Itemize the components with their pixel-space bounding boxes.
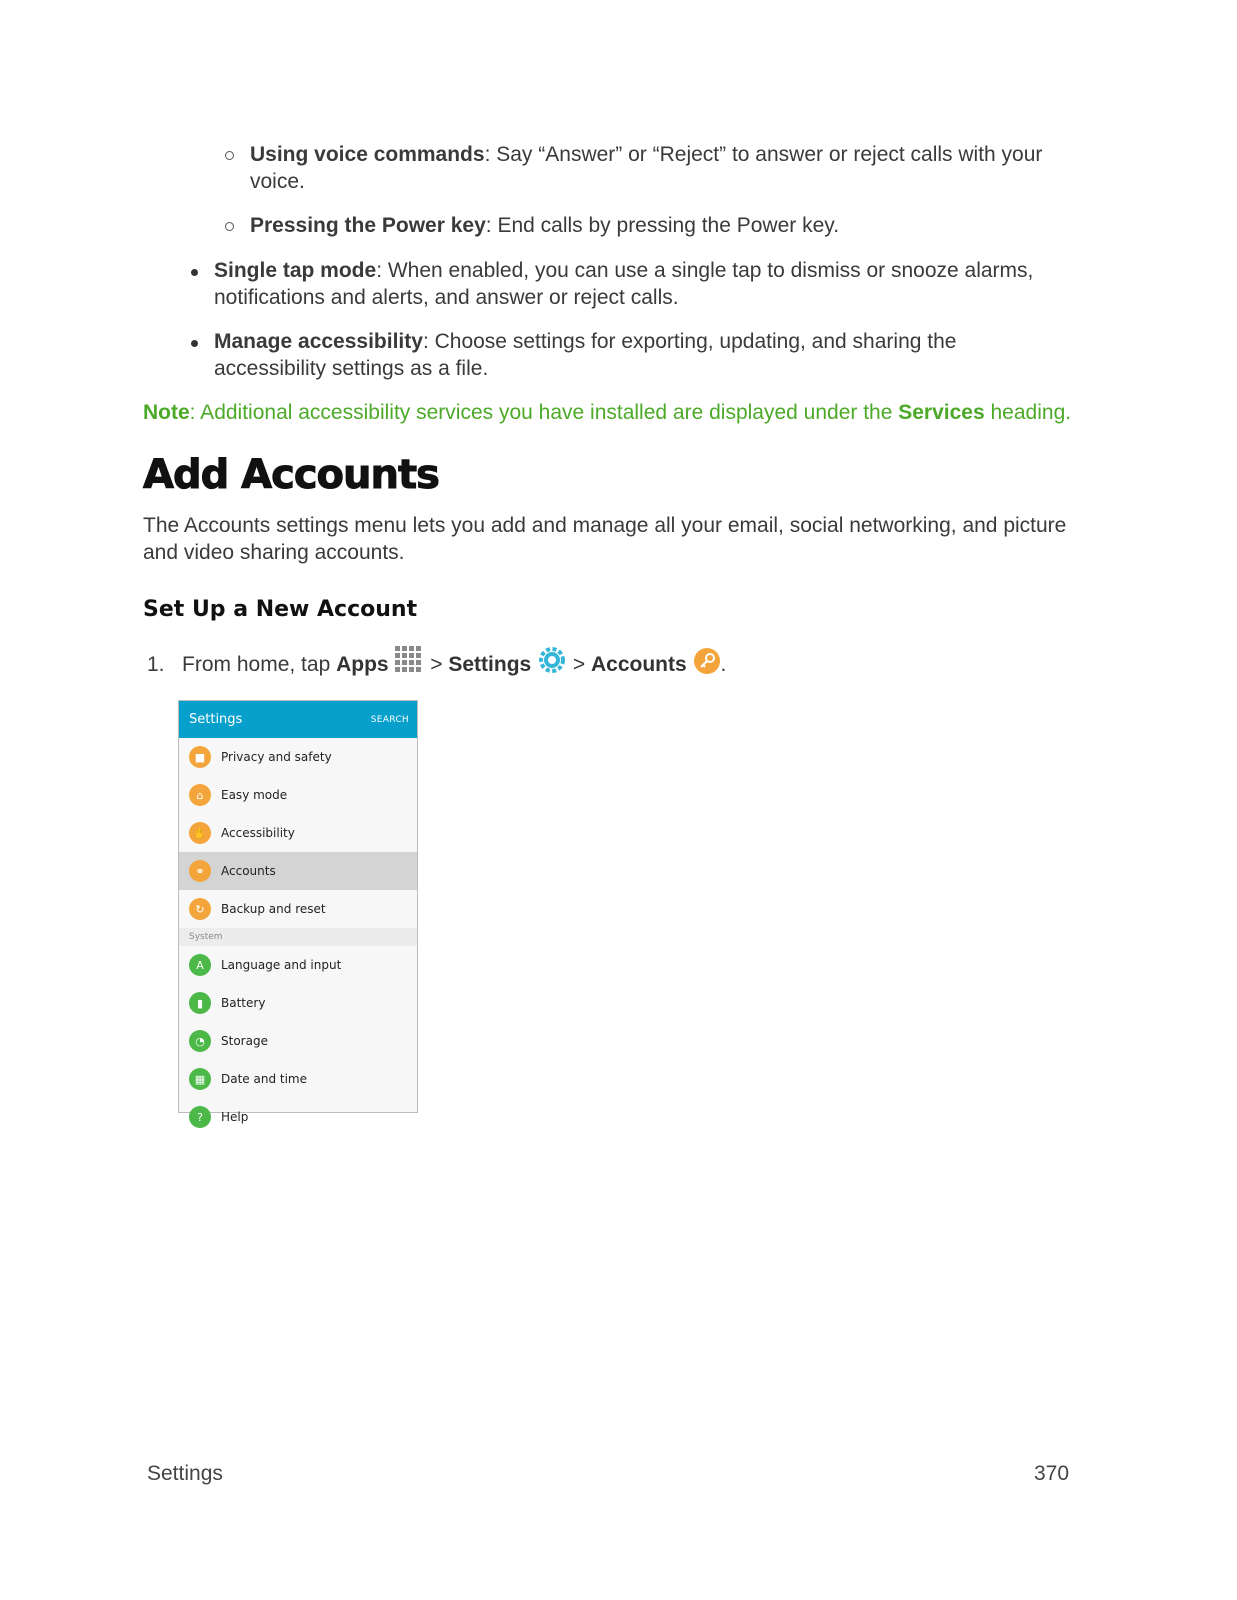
accounts-key-icon bbox=[693, 647, 721, 683]
bullet-term: Using voice commands bbox=[250, 143, 485, 166]
settings-item-label: Date and time bbox=[221, 1072, 307, 1086]
settings-screenshot bbox=[178, 700, 418, 1124]
bullet-manage-accessibility bbox=[214, 328, 1004, 382]
bullet-text: : When enabled, you can use a single tap to dismiss or snooze alarms, notifications and alerts, and answer or reject calls. bbox=[214, 259, 1034, 309]
settings-item-label: Storage bbox=[221, 1034, 268, 1048]
step-end: . bbox=[720, 653, 727, 676]
settings-item-label: Accounts bbox=[221, 864, 276, 878]
settings-item-label: Easy mode bbox=[221, 788, 288, 802]
hand-icon: ✋ bbox=[189, 822, 211, 844]
settings-item-label: Language and input bbox=[221, 958, 342, 972]
bullet-power-key bbox=[250, 212, 1070, 239]
backup-icon: ↻ bbox=[189, 898, 211, 920]
lock-icon: ■ bbox=[189, 746, 211, 768]
battery-icon: ▮ bbox=[189, 992, 211, 1014]
settings-item-label: Privacy and safety bbox=[221, 750, 332, 764]
sub-bullet-marker bbox=[225, 222, 234, 231]
settings-item-easy-mode[interactable] bbox=[179, 776, 417, 814]
home-icon: ⌂ bbox=[189, 784, 211, 806]
settings-item-storage[interactable] bbox=[179, 1022, 417, 1060]
sub-bullet-marker bbox=[225, 151, 234, 160]
bullet-marker bbox=[191, 269, 198, 276]
settings-label: Settings bbox=[448, 653, 532, 676]
settings-item-label: Backup and reset bbox=[221, 902, 326, 916]
footer-section-name: Settings bbox=[147, 1462, 223, 1485]
bullet-term: Pressing the Power key bbox=[250, 214, 486, 237]
settings-item-battery[interactable] bbox=[179, 984, 417, 1022]
bullet-voice-commands bbox=[250, 141, 1070, 195]
help-icon: ? bbox=[189, 1106, 211, 1128]
separator: > bbox=[567, 653, 591, 676]
page-title: Add Accounts bbox=[143, 452, 439, 498]
note-paragraph bbox=[143, 399, 1103, 426]
step-1 bbox=[147, 645, 726, 683]
note-label: Note bbox=[143, 401, 190, 424]
settings-item-date-time[interactable] bbox=[179, 1060, 417, 1098]
note-tail: heading. bbox=[984, 401, 1072, 424]
settings-app-bar bbox=[179, 701, 417, 738]
note-text: : Additional accessibility services you have installed are displayed under the bbox=[189, 401, 899, 424]
accounts-label: Accounts bbox=[591, 653, 687, 676]
language-icon: A bbox=[189, 954, 211, 976]
bullet-marker bbox=[191, 340, 198, 347]
settings-item-label: Battery bbox=[221, 996, 266, 1010]
settings-item-backup[interactable] bbox=[179, 890, 417, 928]
settings-item-accounts[interactable] bbox=[179, 852, 417, 890]
page-number: 370 bbox=[1034, 1462, 1070, 1485]
note-services: Services bbox=[898, 401, 985, 424]
key-icon: ⚭ bbox=[189, 860, 211, 882]
intro-paragraph: The Accounts settings menu lets you add and manage all your email, social networking, and picture and video sharing accounts. bbox=[143, 514, 1067, 564]
settings-item-privacy[interactable] bbox=[179, 738, 417, 776]
settings-item-accessibility[interactable] bbox=[179, 814, 417, 852]
bullet-single-tap-mode bbox=[214, 257, 1054, 311]
calendar-icon: ▦ bbox=[189, 1068, 211, 1090]
step-number: 1. bbox=[147, 653, 165, 676]
section-header-system: System bbox=[179, 928, 417, 946]
settings-item-label: Help bbox=[221, 1110, 249, 1124]
settings-item-label: Accessibility bbox=[221, 826, 295, 840]
bullet-text: : End calls by pressing the Power key. bbox=[485, 214, 840, 237]
apps-label: Apps bbox=[336, 653, 389, 676]
settings-item-help[interactable] bbox=[179, 1098, 417, 1136]
subsection-title: Set Up a New Account bbox=[143, 597, 418, 622]
settings-gear-icon bbox=[537, 645, 567, 683]
bullet-term: Manage accessibility bbox=[214, 330, 423, 353]
bullet-text: : Say “Answer” or “Reject” to answer or reject calls with your voice. bbox=[250, 143, 1043, 193]
bullet-text: : Choose settings for exporting, updating, and sharing the accessibility settings as a file. bbox=[214, 330, 957, 380]
bullet-term: Single tap mode bbox=[214, 259, 377, 282]
settings-app-title: Settings bbox=[189, 712, 243, 727]
search-button[interactable]: SEARCH bbox=[370, 714, 409, 725]
settings-item-language[interactable] bbox=[179, 946, 417, 984]
apps-grid-icon bbox=[394, 645, 424, 683]
step-prefix: From home, tap bbox=[182, 653, 337, 676]
separator: > bbox=[424, 653, 449, 676]
storage-icon: ◔ bbox=[189, 1030, 211, 1052]
